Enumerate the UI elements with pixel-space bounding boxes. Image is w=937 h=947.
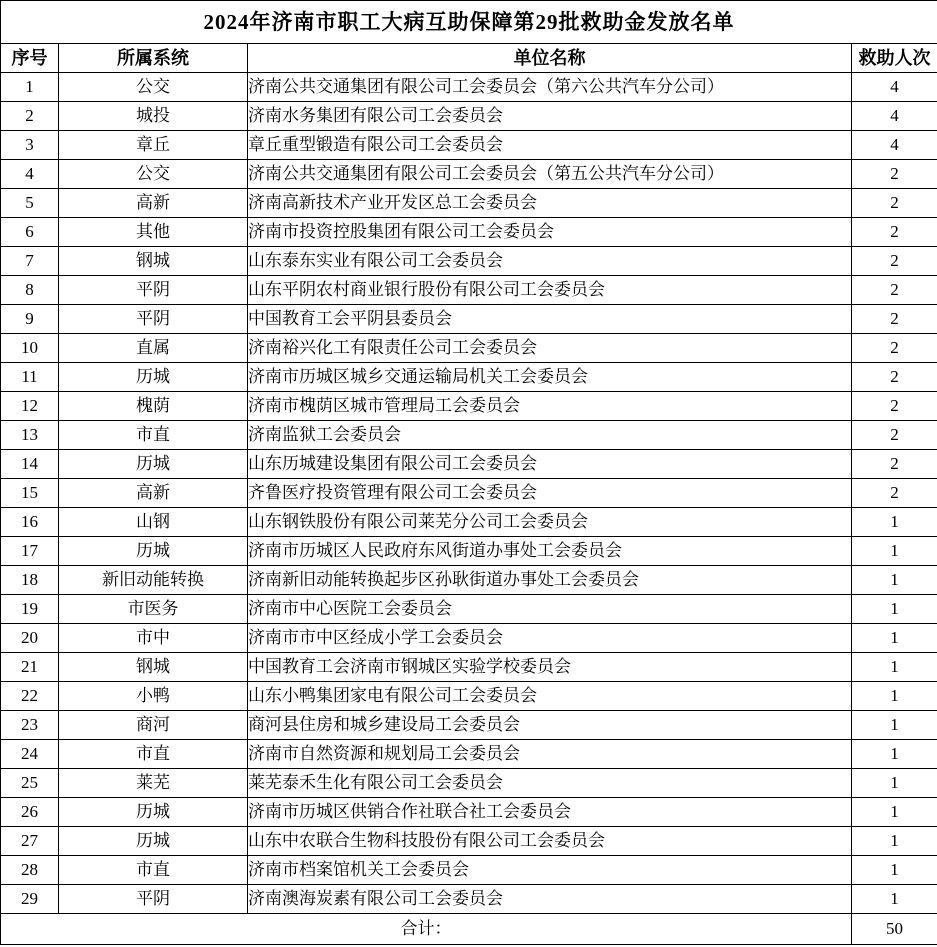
table-row — [1, 363, 937, 392]
row-unit-name: 济南监狱工会委员会 — [248, 421, 852, 450]
table-row — [1, 740, 937, 769]
title-row — [1, 1, 937, 44]
row-index: 25 — [1, 769, 59, 798]
table-row — [1, 769, 937, 798]
row-unit-name: 山东泰东实业有限公司工会委员会 — [248, 247, 852, 276]
row-index: 3 — [1, 131, 59, 160]
row-unit-name: 济南市自然资源和规划局工会委员会 — [248, 740, 852, 769]
row-unit-name: 章丘重型锻造有限公司工会委员会 — [248, 131, 852, 160]
table-row — [1, 856, 937, 885]
row-unit-name: 山东钢铁股份有限公司莱芜分公司工会委员会 — [248, 508, 852, 537]
table-row — [1, 334, 937, 363]
row-aid-count: 2 — [852, 450, 937, 479]
row-index: 19 — [1, 595, 59, 624]
row-unit-name: 济南高新技术产业开发区总工会委员会 — [248, 189, 852, 218]
row-unit-name: 中国教育工会平阴县委员会 — [248, 305, 852, 334]
row-index: 17 — [1, 537, 59, 566]
row-aid-count: 1 — [852, 653, 937, 682]
row-system: 市医务 — [59, 595, 248, 624]
table-row — [1, 682, 937, 711]
row-index: 22 — [1, 682, 59, 711]
row-unit-name: 山东平阴农村商业银行股份有限公司工会委员会 — [248, 276, 852, 305]
table-row — [1, 653, 937, 682]
table-row — [1, 711, 937, 740]
table-row — [1, 160, 937, 189]
column-header-index: 序号 — [1, 44, 59, 73]
row-aid-count: 1 — [852, 711, 937, 740]
table-row — [1, 189, 937, 218]
row-unit-name: 商河县住房和城乡建设局工会委员会 — [248, 711, 852, 740]
table-row — [1, 392, 937, 421]
row-system: 章丘 — [59, 131, 248, 160]
row-unit-name: 济南公共交通集团有限公司工会委员会（第六公共汽车分公司） — [248, 73, 852, 102]
table-row — [1, 885, 937, 914]
row-aid-count: 2 — [852, 247, 937, 276]
row-unit-name: 济南市历城区城乡交通运输局机关工会委员会 — [248, 363, 852, 392]
row-aid-count: 2 — [852, 276, 937, 305]
row-system: 莱芜 — [59, 769, 248, 798]
row-aid-count: 2 — [852, 363, 937, 392]
row-unit-name: 济南市市中区经成小学工会委员会 — [248, 624, 852, 653]
row-index: 6 — [1, 218, 59, 247]
row-system: 市直 — [59, 421, 248, 450]
row-index: 15 — [1, 479, 59, 508]
column-header-system: 所属系统 — [59, 44, 248, 73]
row-system: 钢城 — [59, 247, 248, 276]
row-index: 7 — [1, 247, 59, 276]
table-row — [1, 218, 937, 247]
row-system: 历城 — [59, 537, 248, 566]
row-index: 13 — [1, 421, 59, 450]
row-aid-count: 2 — [852, 305, 937, 334]
row-index: 8 — [1, 276, 59, 305]
row-aid-count: 4 — [852, 73, 937, 102]
row-aid-count: 1 — [852, 682, 937, 711]
row-unit-name: 济南市档案馆机关工会委员会 — [248, 856, 852, 885]
row-aid-count: 1 — [852, 624, 937, 653]
table-row — [1, 247, 937, 276]
column-header-unit-name: 单位名称 — [248, 44, 852, 73]
total-value: 50 — [852, 914, 937, 945]
row-index: 16 — [1, 508, 59, 537]
table-row — [1, 421, 937, 450]
row-unit-name: 莱芜泰禾生化有限公司工会委员会 — [248, 769, 852, 798]
table-row — [1, 276, 937, 305]
row-system: 历城 — [59, 798, 248, 827]
row-system: 历城 — [59, 827, 248, 856]
row-aid-count: 1 — [852, 798, 937, 827]
row-index: 14 — [1, 450, 59, 479]
row-aid-count: 1 — [852, 566, 937, 595]
table-row — [1, 73, 937, 102]
row-system: 市直 — [59, 740, 248, 769]
row-system: 公交 — [59, 73, 248, 102]
row-index: 4 — [1, 160, 59, 189]
row-index: 9 — [1, 305, 59, 334]
row-system: 商河 — [59, 711, 248, 740]
row-system: 历城 — [59, 450, 248, 479]
row-system: 公交 — [59, 160, 248, 189]
row-index: 26 — [1, 798, 59, 827]
row-index: 29 — [1, 885, 59, 914]
row-system: 槐荫 — [59, 392, 248, 421]
row-unit-name: 济南公共交通集团有限公司工会委员会（第五公共汽车分公司） — [248, 160, 852, 189]
row-system: 小鸭 — [59, 682, 248, 711]
row-unit-name: 济南市历城区人民政府东风街道办事处工会委员会 — [248, 537, 852, 566]
row-system: 城投 — [59, 102, 248, 131]
row-system: 历城 — [59, 363, 248, 392]
row-system: 高新 — [59, 479, 248, 508]
row-aid-count: 2 — [852, 160, 937, 189]
row-aid-count: 1 — [852, 769, 937, 798]
row-system: 直属 — [59, 334, 248, 363]
row-index: 1 — [1, 73, 59, 102]
row-aid-count: 1 — [852, 885, 937, 914]
row-system: 其他 — [59, 218, 248, 247]
row-index: 12 — [1, 392, 59, 421]
table-row — [1, 450, 937, 479]
row-unit-name: 山东中农联合生物科技股份有限公司工会委员会 — [248, 827, 852, 856]
table-header-row — [1, 44, 937, 73]
table-row — [1, 305, 937, 334]
row-aid-count: 4 — [852, 102, 937, 131]
row-unit-name: 中国教育工会济南市钢城区实验学校委员会 — [248, 653, 852, 682]
row-aid-count: 2 — [852, 189, 937, 218]
row-aid-count: 1 — [852, 595, 937, 624]
row-unit-name: 济南市历城区供销合作社联合社工会委员会 — [248, 798, 852, 827]
row-index: 27 — [1, 827, 59, 856]
row-index: 28 — [1, 856, 59, 885]
row-index: 23 — [1, 711, 59, 740]
table-body — [1, 73, 937, 914]
total-row — [1, 914, 937, 945]
row-system: 市中 — [59, 624, 248, 653]
row-aid-count: 1 — [852, 740, 937, 769]
row-aid-count: 2 — [852, 421, 937, 450]
row-index: 5 — [1, 189, 59, 218]
table-row — [1, 798, 937, 827]
row-unit-name: 济南市槐荫区城市管理局工会委员会 — [248, 392, 852, 421]
row-system: 平阴 — [59, 305, 248, 334]
row-unit-name: 济南水务集团有限公司工会委员会 — [248, 102, 852, 131]
row-index: 20 — [1, 624, 59, 653]
row-unit-name: 济南市投资控股集团有限公司工会委员会 — [248, 218, 852, 247]
row-index: 10 — [1, 334, 59, 363]
row-unit-name: 济南裕兴化工有限责任公司工会委员会 — [248, 334, 852, 363]
row-aid-count: 2 — [852, 218, 937, 247]
page-title: 2024年济南市职工大病互助保障第29批救助金发放名单 — [1, 1, 937, 44]
row-system: 新旧动能转换 — [59, 566, 248, 595]
row-system: 平阴 — [59, 276, 248, 305]
row-aid-count: 1 — [852, 827, 937, 856]
row-aid-count: 2 — [852, 392, 937, 421]
row-aid-count: 2 — [852, 334, 937, 363]
row-aid-count: 2 — [852, 479, 937, 508]
row-aid-count: 4 — [852, 131, 937, 160]
row-index: 24 — [1, 740, 59, 769]
total-label: 合计： — [1, 914, 852, 945]
row-system: 高新 — [59, 189, 248, 218]
row-index: 18 — [1, 566, 59, 595]
row-unit-name: 济南澳海炭素有限公司工会委员会 — [248, 885, 852, 914]
row-unit-name: 齐鲁医疗投资管理有限公司工会委员会 — [248, 479, 852, 508]
column-header-aid-count: 救助人次 — [852, 44, 937, 73]
row-index: 21 — [1, 653, 59, 682]
row-unit-name: 山东历城建设集团有限公司工会委员会 — [248, 450, 852, 479]
table-row — [1, 102, 937, 131]
table-row — [1, 827, 937, 856]
row-aid-count: 1 — [852, 537, 937, 566]
table-row — [1, 566, 937, 595]
row-system: 平阴 — [59, 885, 248, 914]
row-system: 市直 — [59, 856, 248, 885]
table-row — [1, 537, 937, 566]
table-row — [1, 479, 937, 508]
table-row — [1, 624, 937, 653]
row-system: 山钢 — [59, 508, 248, 537]
row-unit-name: 济南新旧动能转换起步区孙耿街道办事处工会委员会 — [248, 566, 852, 595]
row-aid-count: 1 — [852, 508, 937, 537]
row-system: 钢城 — [59, 653, 248, 682]
table-row — [1, 595, 937, 624]
table-row — [1, 131, 937, 160]
row-index: 2 — [1, 102, 59, 131]
row-unit-name: 山东小鸭集团家电有限公司工会委员会 — [248, 682, 852, 711]
table-row — [1, 508, 937, 537]
row-index: 11 — [1, 363, 59, 392]
row-aid-count: 1 — [852, 856, 937, 885]
row-unit-name: 济南市中心医院工会委员会 — [248, 595, 852, 624]
